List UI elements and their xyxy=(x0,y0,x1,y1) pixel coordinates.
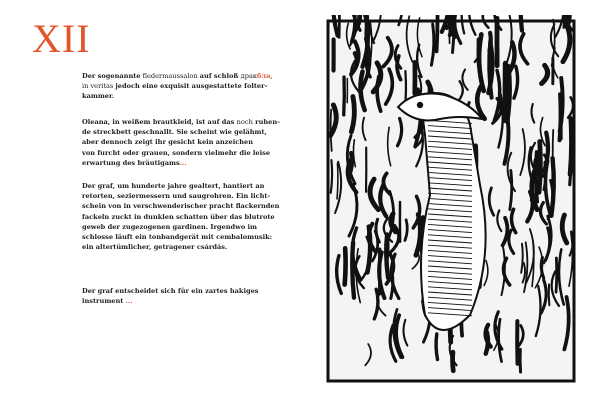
text-run: ruhen- xyxy=(252,118,280,126)
text-run: , xyxy=(270,72,273,80)
text-run: auf schloß xyxy=(199,72,241,80)
right-page xyxy=(300,0,600,400)
text-run: instrument xyxy=(82,297,126,306)
text-line xyxy=(82,117,282,127)
text-run: Oleana, in weißem brautkleid, ist auf das xyxy=(82,118,237,126)
text-run: erwartung des bräutigams xyxy=(82,158,180,167)
text-line xyxy=(82,181,282,191)
text-line xyxy=(82,286,282,296)
text-run: de streckbett geschnallt. Sie scheint wie gelähmt, xyxy=(82,128,267,137)
text-run: Der sogenannte xyxy=(82,72,141,80)
text-line xyxy=(82,148,282,158)
paragraph-1 xyxy=(82,71,282,102)
text-run: Der graf, um hunderte jahre gealtert, hantiert an xyxy=(82,182,265,190)
text-line xyxy=(82,212,282,222)
accent-text: ... xyxy=(179,158,187,167)
text-line xyxy=(82,232,282,242)
woodcut-illustration xyxy=(320,15,582,387)
text-run: ein altertümlicher, getragener csárdás. xyxy=(82,243,228,252)
text-line xyxy=(82,296,282,306)
paragraph-text xyxy=(82,286,282,306)
text-run: von furcht oder grauen, sondern vielmehr die leise xyxy=(82,148,271,157)
text-run: noch xyxy=(236,118,253,126)
text-run: geweb der zugezogenen gardinen. Irgendwo im xyxy=(82,222,257,231)
accent-text: ... xyxy=(125,297,133,306)
text-line xyxy=(82,201,282,211)
text-run: драк xyxy=(240,72,258,80)
paragraph-2 xyxy=(82,117,282,168)
text-line xyxy=(82,158,282,168)
text-run: schlosse läuft ein tonbandgerät mit cembalomusik: xyxy=(82,233,273,242)
paragraph-4 xyxy=(82,286,282,306)
text-run: schein von in verschwenderischer pracht flackernden xyxy=(82,202,280,211)
text-run: kammer. xyxy=(82,92,115,101)
accent-text: бла xyxy=(257,72,271,80)
paragraph-text xyxy=(82,181,282,252)
text-line xyxy=(82,242,282,252)
text-line xyxy=(82,222,282,232)
paragraph-3 xyxy=(82,181,282,252)
text-run: fackeln zuckt in dunklen schatten über das blutrote xyxy=(82,212,275,221)
text-line xyxy=(82,91,282,101)
text-line xyxy=(82,81,282,91)
text-run: aber dennoch zeigt ihr gesicht kein anzeichen xyxy=(82,138,254,147)
text-line xyxy=(82,137,282,147)
chapter-numeral: XII xyxy=(32,16,91,61)
text-line xyxy=(82,71,282,81)
text-run: in veritas xyxy=(82,82,116,91)
text-run: fledermaussalon xyxy=(140,72,200,80)
text-run: retorten, seziermessern und saugrohren. Ein licht- xyxy=(82,192,271,201)
text-line xyxy=(82,127,282,137)
text-run: Der graf entscheidet sich für ein zartes hakiges xyxy=(82,287,259,295)
text-line xyxy=(82,191,282,201)
paragraph-text xyxy=(82,71,282,102)
text-run: jedoch eine exquisit ausgestattete folter- xyxy=(115,82,268,91)
paragraph-text xyxy=(82,117,282,168)
